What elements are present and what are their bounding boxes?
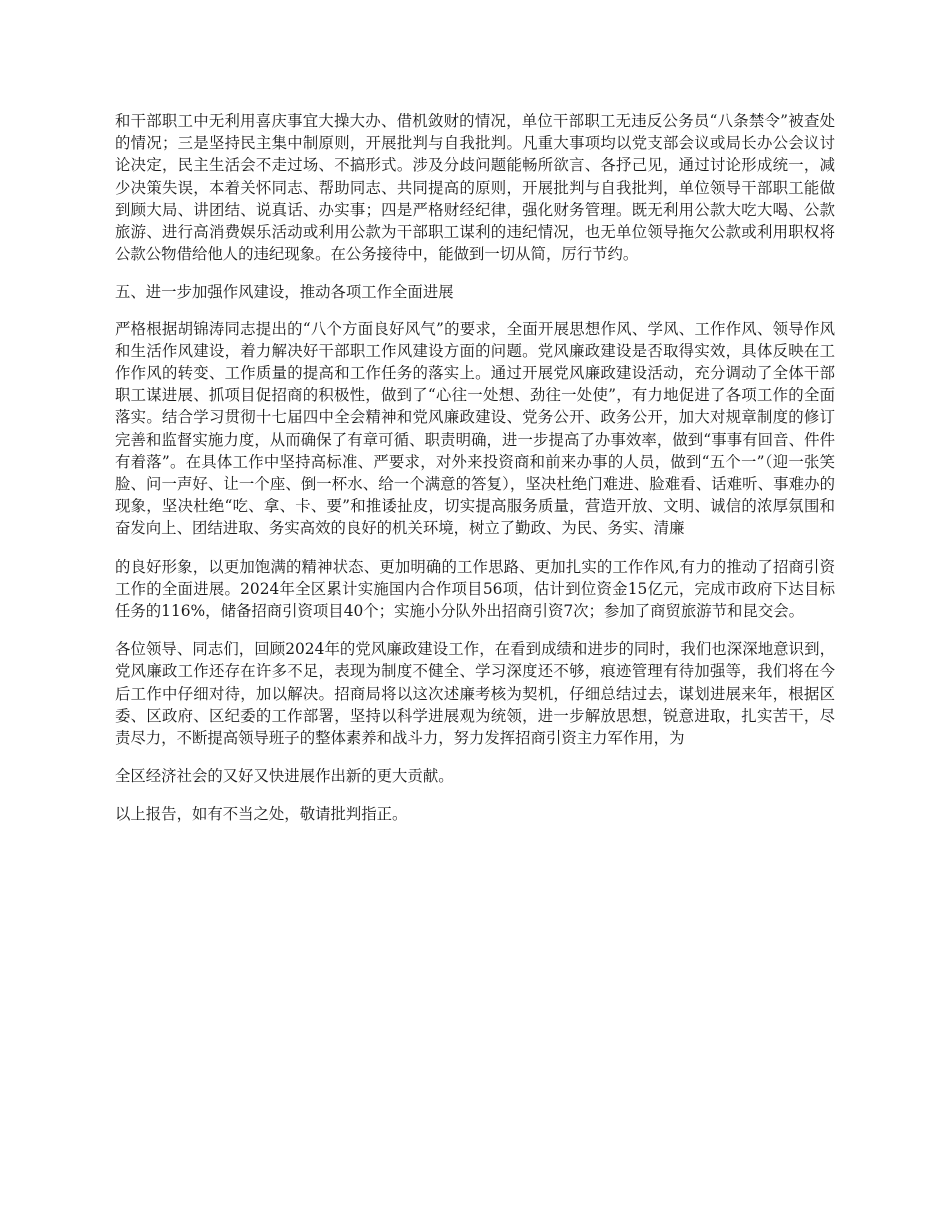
paragraph-closing: 以上报告，如有不当之处，敬请批判指正。 — [115, 805, 408, 824]
section-heading-five: 五、进一步加强作风建设，推动各项工作全面进展 — [115, 283, 454, 302]
paragraph-contribution: 全区经济社会的又好又快进展作出新的更大贡献。 — [115, 767, 454, 786]
document-body — [115, 110, 835, 842]
paragraph-review: 各位领导、同志们，回顾2024年的党风廉政建设工作，在看到成绩和进步的同时，我们也深深地意识到，党风廉政工作还存在许多不足，表现为制度不健全、学习深度还不够，痕迹管理有待加强等，我们将在今后工作中仔细对待，加以解决。招商局将以这次述廉考核为契机，仔细总结过去，谋划进展来年，根据区委、区政府、区纪委的工作部署，坚持以科学进展观为统领，进一步解放思想，锐意进取，扎实苦干，尽责尽力，不断提高领导班子的整体素养和战斗力，努力发挥招商引资主力军作用，为 — [115, 640, 835, 748]
paragraph-results: 的良好形象，以更加饱满的精神状态、更加明确的工作思路、更加扎实的工作作风,有力的推动了招商引资工作的全面进展。2024年全区累计实施国内合作项目56项，估计到位资金15亿元，完成市政府下达目标任务的116%，储备招商引资项目40个；实施小分队外出招商引资7次；参加了商贸旅游节和昆交会。 — [115, 557, 835, 621]
paragraph-discipline: 和干部职工中无利用喜庆事宜大操大办、借机敛财的情况，单位干部职工无违反公务员“八条禁令”被查处的情况；三是坚持民主集中制原则，开展批判与自我批判。凡重大事项均以党支部会议或局长办公会议讨论决定，民主生活会不走过场、不搞形式。涉及分歧问题能畅所欲言、各抒己见，通过讨论形成统一，减少决策失误，本着关怀同志、帮助同志、共同提高的原则，开展批判与自我批判，单位领导干部职工能做到顾大局、讲团结、说真话、办实事；四是严格财经纪律，强化财务管理。既无利用公款大吃大喝、公款旅游、进行高消费娱乐活动或利用公款为干部职工谋利的违纪情况，也无单位领导拖欠公款或利用职权将公款公物借给他人的违纪现象。在公务接待中，能做到一切从简，厉行节约。 — [115, 112, 835, 264]
paragraph-work-style: 严格根据胡锦涛同志提出的“八个方面良好风气”的要求，全面开展思想作风、学风、工作作风、领导作风和生活作风建设，着力解决好干部职工作风建设方面的问题。党风廉政建设是否取得实效，具体反映在工作作风的转变、工作质量的提高和工作任务的落实上。通过开展党风廉政建设活动，充分调动了全体干部职工谋进展、抓项目促招商的积极性，做到了“心往一处想、劲往一处使”，有力地促进了各项工作的全面落实。结合学习贯彻十七届四中全会精神和党风廉政建设、党务公开、政务公开，加大对规章制度的修订完善和监督实施力度，从而确保了有章可循、职责明确，进一步提高了办事效率，做到“事事有回音、件件有着落”。在具体工作中坚持高标准、严要求，对外来投资商和前来办事的人员，做到“五个一”（迎一张笑脸、问一声好、让一个座、倒一杯水、给一个满意的答复），坚决杜绝门难进、脸难看、话难听、事难办的现象，坚决杜绝“吃、拿、卡、要”和推诿扯皮，切实提高服务质量，营造开放、文明、诚信的浓厚氛围和奋发向上、团结进取、务实高效的良好的机关环境，树立了勤政、为民、务实、清廉 — [115, 319, 835, 538]
